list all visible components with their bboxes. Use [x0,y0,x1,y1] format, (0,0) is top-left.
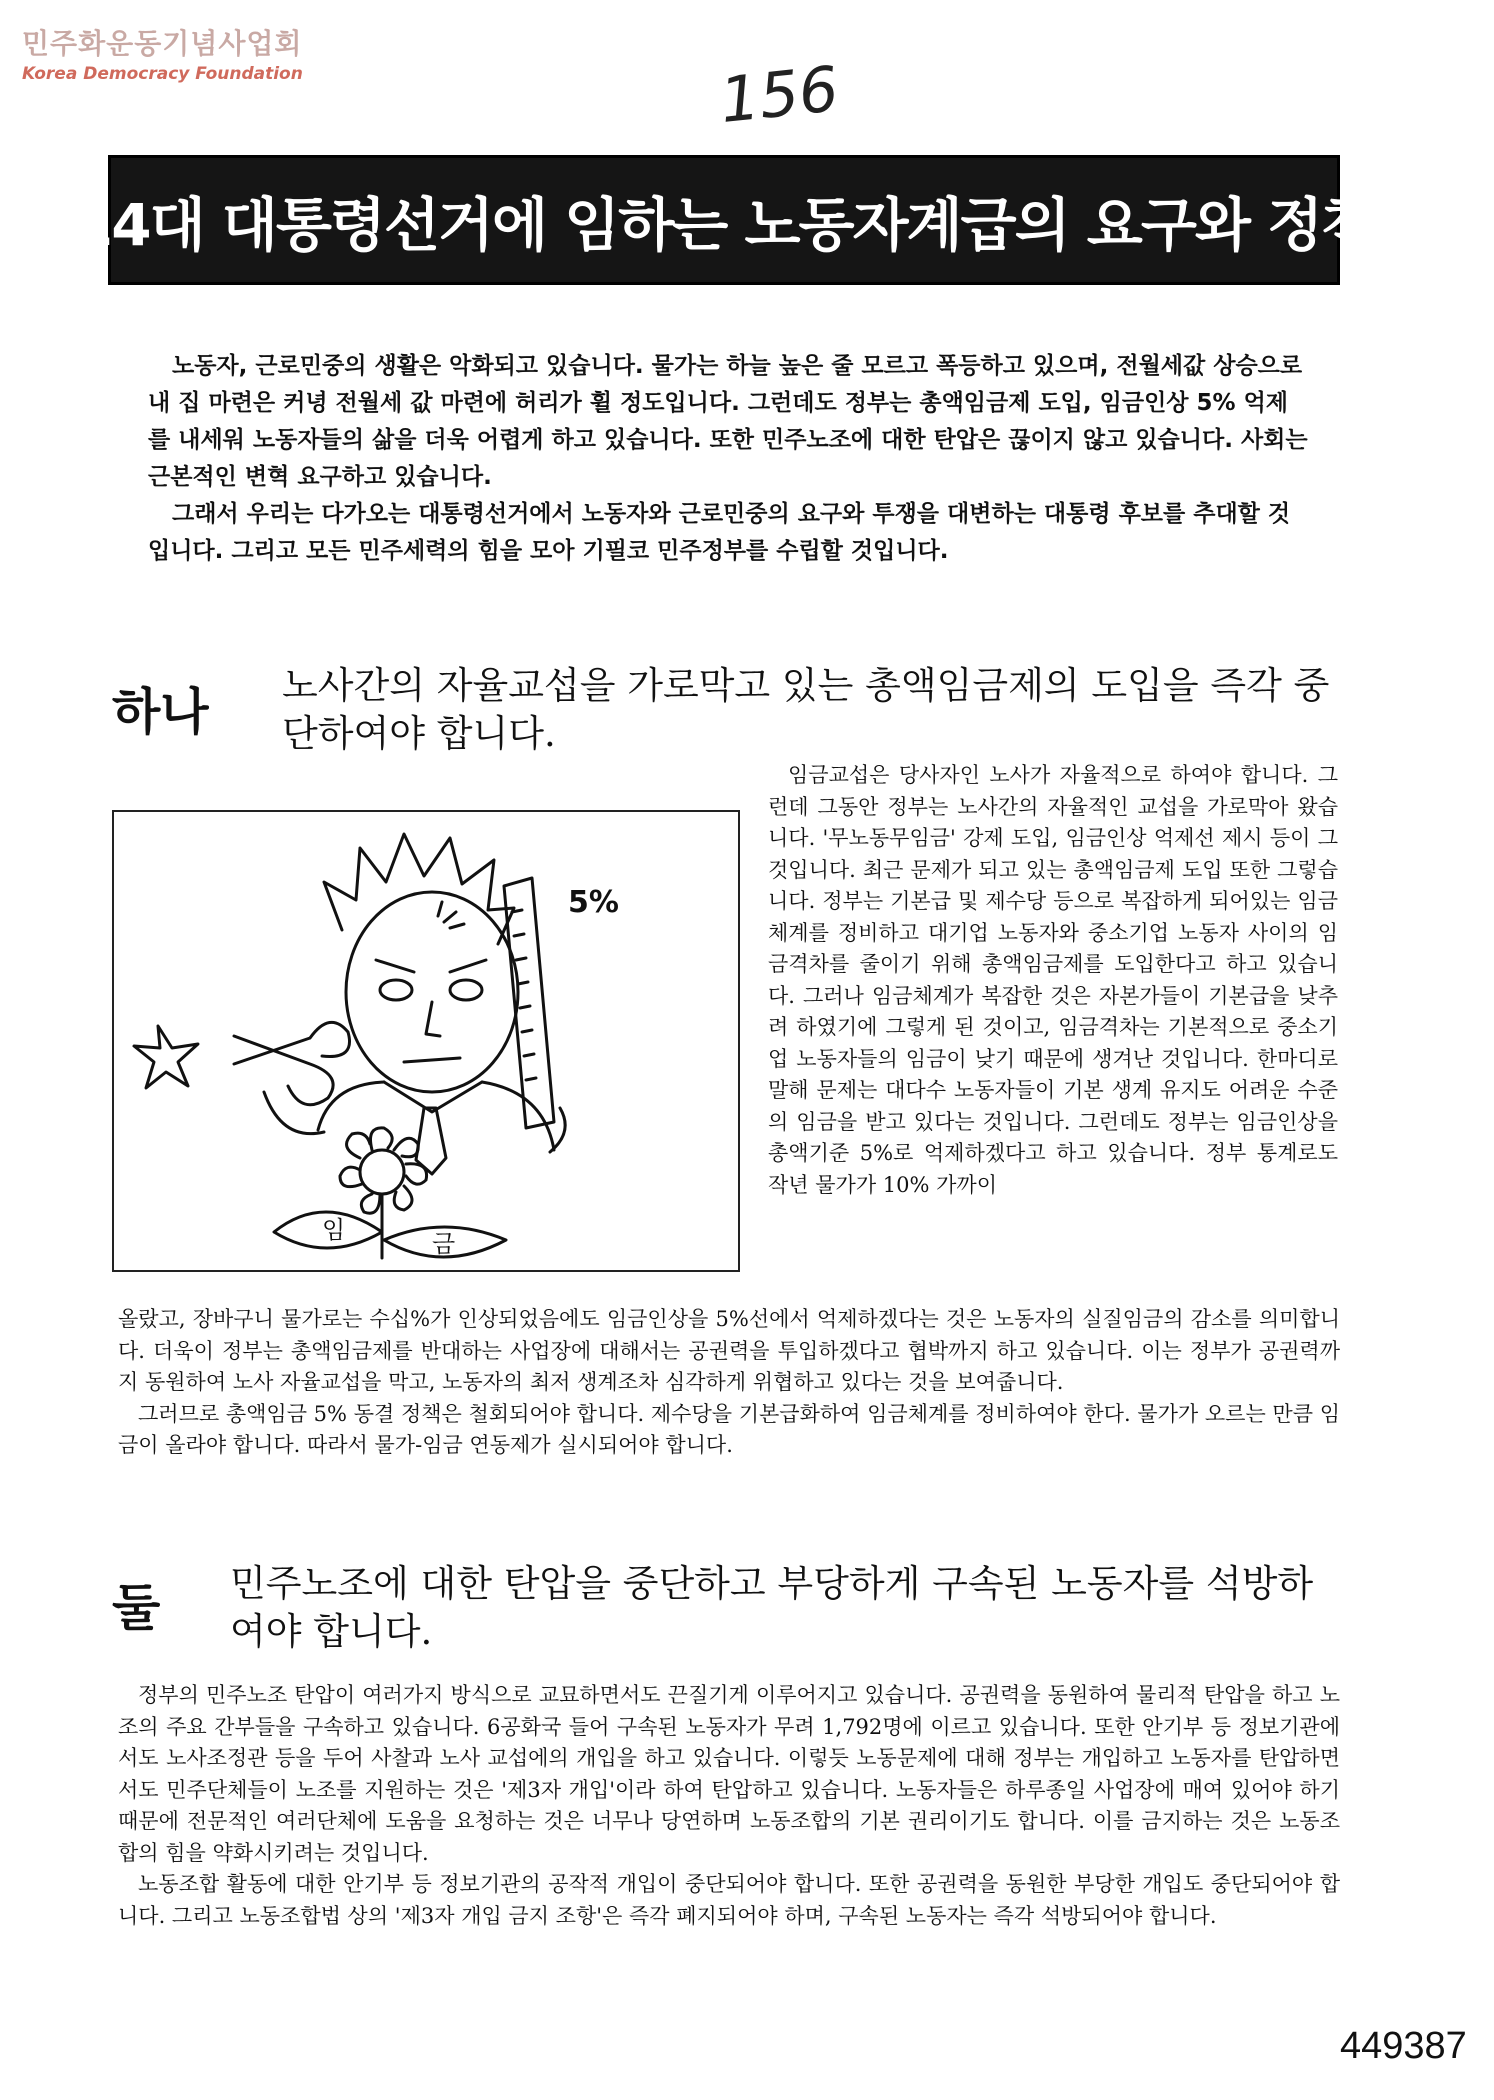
section-1-body-full [118,1304,1340,1462]
face-shape [346,892,518,1092]
scissors [234,1022,350,1104]
left-eye [380,980,412,1000]
section-1-body-right [768,760,1338,1201]
watermark-english: Korea Democracy Foundation [22,64,303,84]
star [134,1026,198,1088]
right-leaf-label: 금 [432,1230,456,1258]
right-eyebrow [450,960,486,972]
flower-center [360,1150,404,1194]
anger-mark [438,902,464,928]
intro-text [148,348,1308,570]
ruler-ticks [512,910,536,1080]
document-number: 449387 [1340,2025,1467,2067]
nose [426,1002,440,1036]
left-leaf-label: 임 [322,1216,346,1244]
section-2-heading: 민주노조에 대한 탄압을 중단하고 부당하게 구속된 노동자를 석방하여야 합니다. [230,1562,1314,1653]
intro-paragraph: 노동자, 근로민중의 생활은 악화되고 있습니다. 물가는 하늘 높은 줄 모르고 폭등하고 있으며, 전월세값 상승으로 내 집 마련은 커녕 전월세 값 마련에 허리가 휠 정도입니다. 그런데도 정부는 총액임금제 도입, 임금인상 5% 억제를 내세워 노동자들의 삶을 더욱 어렵게 하고 있습니다. 또한 민주노조에 대한 탄압은 끊이지 않고 있습니다. 사회는 근본적인 변혁 요구하고 있습니다. [148,353,1308,490]
mouth [404,1058,460,1062]
body-paragraph: 임금교섭은 당사자인 노사가 자율적으로 하여야 합니다. 그런데 그동안 정부는 노사간의 자율적인 교섭을 가로막아 왔습니다. '무노동무임금' 강제 도입, 임금인상 억제선 제시 등이 그것입니다. 최근 문제가 되고 있는 총액임금제 도입 또한 그렇습니다. 정부는 기본급 및 제수당 등으로 복잡하게 되어있는 임금체계를 정비하고 대기업 노동자와 중소기업 노동자 사이의 임금격차를 줄이기 위해 총액임금제를 도입한다고 하고 있습니다. 그러나 임금체계가 복잡한 것은 자본가들이 기본급을 낮추려 하였기에 그렇게 된 것이고, 임금격차는 기본적으로 중소기업 노동자들의 임금이 낮기 때문에 생겨난 것입니다. 한마디로 말해 문제는 대다수 노동자들이 기본 생계 유지도 어려운 수준의 임금을 받고 있다는 것입니다. 그런데도 정부는 임금인상을 총액기준 5%로 억제하겠다고 하고 있습니다. 정부 통계로도 작년 물가가 10% 가까이 [768,763,1338,1197]
body-paragraph: 노동조합 활동에 대한 안기부 등 정보기관의 공작적 개입이 중단되어야 합니다. 또한 공권력을 동원한 부당한 개입도 중단되어야 합니다. 그리고 노동조합법 상의 '제3자 개입 금지 조항'은 즉각 폐지되어야 하며, 구속된 노동자는 즉각 석방되어야 합니다. [118,1872,1340,1928]
section-1-heading: 노사간의 자율교섭을 가로막고 있는 총액임금제의 도입을 즉각 중단하여야 합니다. [282,664,1330,755]
hair-shape [324,834,514,944]
body-paragraph: 정부의 민주노조 탄압이 여러가지 방식으로 교묘하면서도 끈질기게 이루어지고 있습니다. 공권력을 동원하여 물리적 탄압을 하고 노조의 주요 간부들을 구속하고 있습니다. 6공화국 들어 구속된 노동자가 무려 1,792명에 이르고 있습니다. 또한 안기부 등 정보기관에서도 노사조정관 등을 두어 사찰과 노사 교섭에의 개입을 하고 있습니다. 이렇듯 노동문제에 대해 정부는 개입하고 노동자를 탄압하면서도 민주단체들이 노조를 지원하는 것은 '제3자 개입'이라 하여 탄압하고 있습니다. 노동자들은 하루종일 사업장에 매여 있어야 하기 때문에 전문적인 여러단체에 도움을 요청하는 것은 너무나 당연하며 노동조합의 기본 권리이기도 합니다. 이를 금지하는 것은 노동조합의 힘을 약화시키려는 것입니다. [118,1683,1340,1865]
section-2-body [118,1680,1340,1932]
intro-paragraph: 그래서 우리는 다가오는 대통령선거에서 노동자와 근로민중의 요구와 투쟁을 대변하는 대통령 후보를 추대할 것입니다. 그리고 모든 민주세력의 힘을 모아 기필코 민주정부를 수립할 것입니다. [148,501,1291,564]
watermark-korean: 민주화운동기념사업회 [22,27,303,60]
body-paragraph: 그러므로 총액임금 5% 동결 정책은 철회되어야 합니다. 제수당을 기본급화하여 임금체계를 정비하여야 한다. 물가가 오르는 만큼 임금이 올라야 합니다. 따라서 물가-임금 연동제가 실시되어야 합니다. [118,1401,1340,1457]
section-2-label: 둘 [112,1579,161,1637]
body-paragraph: 올랐고, 장바구니 물가로는 수십%가 인상되었음에도 임금인상을 5%선에서 억제하겠다는 것은 노동자의 실질임금의 감소를 의미합니다. 더욱이 정부는 총액임금제를 반대하는 사업장에 대해서는 공권력을 투입하겠다고 협박까지 하고 있습니다. 이는 정부가 공권력까지 동원하여 노사 자율교섭을 막고, 노동자의 최저 생계조차 심각하게 위협하고 있다는 것을 보여줍니다. [118,1307,1340,1394]
title-banner [72,155,1376,285]
ruler-label: 5% [568,885,619,920]
cartoon-illustration [112,810,740,1272]
page-title: 14대 대통령선거에 임하는 노동자계급의 요구와 정책 [72,191,1376,259]
section-1-label: 하나 [112,683,209,741]
handwritten-page-number: 156 [716,52,842,137]
left-eyebrow [376,960,414,972]
cartoon-drawing [114,812,738,1270]
right-eye [450,980,482,1000]
